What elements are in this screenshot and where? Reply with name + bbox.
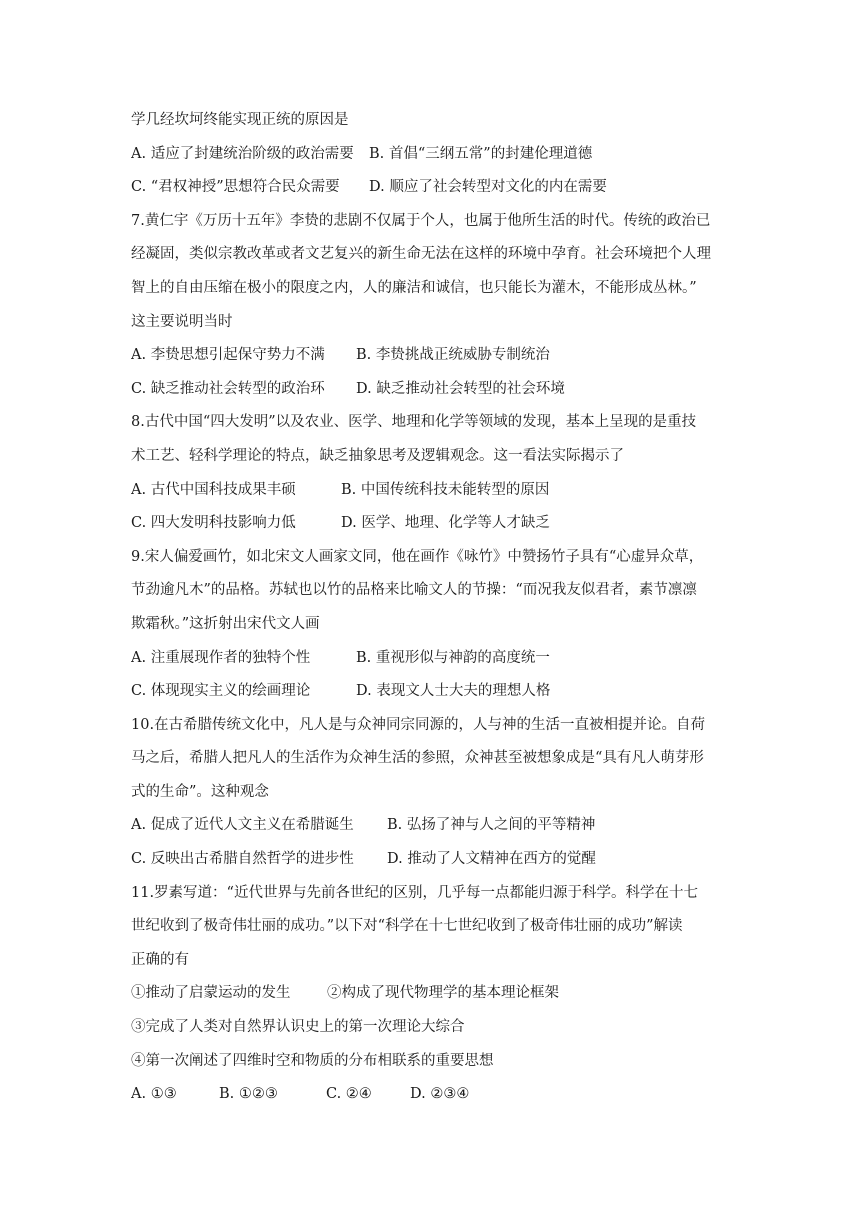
q9-stem-line: 欺霜秋。”这折射出宋代文人画 [131,615,320,632]
q7-stem-line: 智上的自由压缩在极小的限度之内，人的廉洁和诚信，也只能长为灌木，不能形成丛林。” [131,279,697,296]
q9-option-b: B. 重视形似与神韵的高度统一 [356,649,550,666]
q6-options-cd [131,171,731,205]
q8-option-a: A. 古代中国科技成果丰硕 [131,481,296,498]
q8-stem-line: 术工艺、轻科学理论的特点，缺乏抽象思考及逻辑观念。这一看法实际揭示了 [131,447,624,464]
q7-options-cd [131,373,731,407]
q7-stem-line: 经凝固，类似宗教改革或者文艺复兴的新生命无法在这样的环境中孕育。社会环境把个人理 [131,246,711,263]
q8-option-d: D. 医学、地理、化学等人才缺乏 [341,515,550,532]
q6-option-b: B. 首倡“三纲五常”的封建伦理道德 [369,145,593,162]
q9-option-a: A. 注重展现作者的独特个性 [131,649,311,666]
q6-stem-tail: 学几经坎坷终能实现正统的原因是 [131,112,349,128]
q8-options-ab [131,474,731,508]
q10-option-c: C. 反映出古希腊自然哲学的进步性 [131,851,354,868]
q6-option-d: D. 顺应了社会转型对文化的内在需要 [369,179,607,196]
q11-options [131,1078,731,1112]
q11-option-b: B. ①②③ [219,1086,278,1103]
q10-stem-line: 马之后，希腊人把凡人的生活作为众神生活的参照，众神甚至被想象成是“具有凡人萌芽形 [131,750,704,767]
q9-options-ab [131,642,731,676]
q7-options-ab [131,339,731,373]
q7-option-d: D. 缺乏推动社会转型的社会环境 [356,380,565,397]
q11-stem-line: 世纪收到了极奇伟壮丽的成功。”以下对“科学在十七世纪收到了极奇伟壮丽的成功”解读 [131,918,683,935]
q9-stem-line: 9.宋人偏爱画竹，如北宋文人画家文同，他在画作《咏竹》中赞扬竹子具有“心虚异众草， [131,548,704,565]
q10-option-d: D. 推动了人文精神在西方的觉醒 [387,851,596,868]
q10-options-cd [131,843,731,877]
q8-option-c: C. 四大发明科技影响力低 [131,515,296,532]
q6-option-a: A. 适应了封建统治阶级的政治需要 [131,145,354,162]
q11-stem-line: 正确的有 [131,951,189,968]
q10-stem-line: 式的生命”。这种观念 [131,783,269,800]
q11-item-1: ①推动了启蒙运动的发生 [131,985,291,1002]
q11-item-4: ④第一次阐述了四维时空和物质的分布相联系的重要思想 [131,1052,494,1069]
q8-stem-line: 8.古代中国“四大发明”以及农业、医学、地理和化学等领域的发现，基本上呈现的是重技 [131,414,697,431]
q7-option-a: A. 李贽思想引起保守势力不满 [131,347,325,364]
q6-option-c: C. “君权神授”思想符合民众需要 [131,179,340,196]
q11-item-2: ②构成了现代物理学的基本理论框架 [327,985,559,1002]
q7-stem-line: 7.黄仁宇《万历十五年》李贽的悲剧不仅属于个人，也属于他所生活的时代。传统的政治已 [131,212,711,229]
q10-option-a: A. 促成了近代人文主义在希腊诞生 [131,817,354,834]
q11-item-3: ③完成了人类对自然界认识史上的第一次理论大综合 [131,1019,465,1036]
q7-option-c: C. 缺乏推动社会转型的政治环 [131,380,325,397]
q8-option-b: B. 中国传统科技未能转型的原因 [341,481,550,498]
q8-options-cd [131,507,731,541]
q9-options-cd [131,675,731,709]
q10-options-ab [131,809,731,843]
q10-option-b: B. 弘扬了神与人之间的平等精神 [387,817,596,834]
q9-option-c: C. 体现现实主义的绘画理论 [131,683,311,700]
q11-option-d: D. ②③④ [410,1086,470,1103]
q9-stem-line: 节劲逾凡木”的品格。苏轼也以竹的品格来比喻文人的节操：“而况我友似君者，素节凛凛 [131,582,697,599]
q9-option-d: D. 表现文人士大夫的理想人格 [356,683,551,700]
q11-items-12 [131,977,731,1011]
q11-option-c: C. ②④ [326,1086,372,1103]
document-page [131,104,731,1112]
q10-stem-line: 10.在古希腊传统文化中，凡人是与众神同宗同源的，人与神的生活一直被相提并论。自荷 [131,716,706,733]
q11-option-a: A. ①③ [131,1086,177,1103]
q7-option-b: B. 李贽挑战正统威胁专制统治 [356,347,550,364]
q6-options-ab [131,138,731,172]
q11-stem-line: 11.罗素写道：“近代世界与先前各世纪的区别，几乎每一点都能归源于科学。科学在十七 [131,884,698,901]
q7-stem-line: 这主要说明当时 [131,313,233,330]
